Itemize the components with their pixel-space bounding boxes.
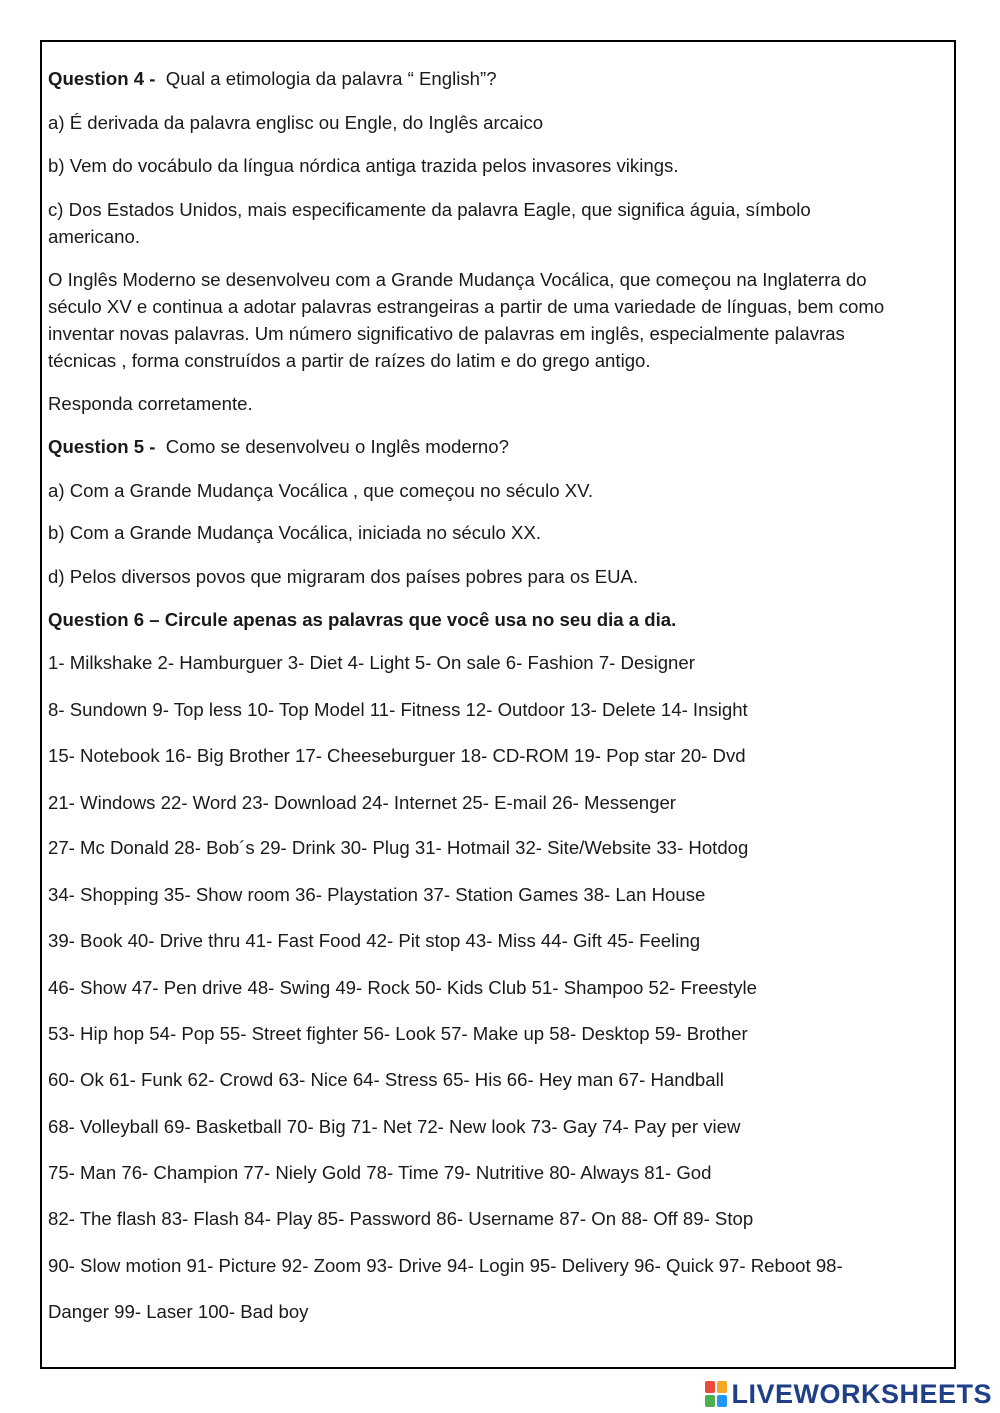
word-list-line-8: 46- Show 47- Pen drive 48- Swing 49- Rock 50- Kids Club 51- Shampoo 52- Freestyle — [48, 977, 757, 998]
question-4-label: Question 4 - — [48, 68, 156, 89]
question-4 — [48, 65, 497, 92]
word-list-line-15: Danger 99- Laser 100- Bad boy — [48, 1301, 309, 1322]
word-list-line-10: 60- Ok 61- Funk 62- Crowd 63- Nice 64- Stress 65- His 66- Hey man 67- Handball — [48, 1069, 724, 1090]
question-5-text: Como se desenvolveu o Inglês moderno? — [165, 436, 509, 457]
word-list-line-2: 8- Sundown 9- Top less 10- Top Model 11- Fitness 12- Outdoor 13- Delete 14- Insight — [48, 699, 748, 720]
passage-line-1: O Inglês Moderno se desenvolveu com a Grande Mudança Vocálica, que começou na Inglaterra do — [48, 269, 867, 290]
word-list-line-1: 1- Milkshake 2- Hamburguer 3- Diet 4- Light 5- On sale 6- Fashion 7- Designer — [48, 652, 695, 673]
word-list-line-7: 39- Book 40- Drive thru 41- Fast Food 42- Pit stop 43- Miss 44- Gift 45- Feeling — [48, 930, 701, 951]
word-list-line-4: 21- Windows 22- Word 23- Download 24- Internet 25- E-mail 26- Messenger — [48, 792, 676, 813]
q5-option-b: b) Com a Grande Mudança Vocálica, iniciada no século XX. — [48, 522, 542, 543]
word-list-line-14: 90- Slow motion 91- Picture 92- Zoom 93- Drive 94- Login 95- Delivery 96- Quick 97- Reboot 98- — [48, 1255, 843, 1276]
liveworksheets-wordmark: LIVEWORKSHEETS — [731, 1378, 992, 1409]
liveworksheets-brand[interactable] — [705, 1378, 992, 1410]
q4-option-c-line-1: c) Dos Estados Unidos, mais especificamente da palavra Eagle, que significa águia, símbolo — [48, 199, 811, 220]
word-list-line-3: 15- Notebook 16- Big Brother 17- Cheeseburguer 18- CD-ROM 19- Pop star 20- Dvd — [48, 745, 746, 766]
word-list-line-5: 27- Mc Donald 28- Bob´s 29- Drink 30- Plug 31- Hotmail 32- Site/Website 33- Hotdog — [48, 837, 749, 858]
logo-square-blue — [717, 1395, 727, 1407]
q5-option-a: a) Com a Grande Mudança Vocálica , que começou no século XV. — [48, 480, 594, 501]
passage-line-4: técnicas , forma construídos a partir de raízes do latim e do grego antigo. — [48, 350, 651, 371]
word-list-line-9: 53- Hip hop 54- Pop 55- Street fighter 56- Look 57- Make up 58- Desktop 59- Brother — [48, 1023, 748, 1044]
question-5 — [48, 433, 509, 460]
q4-option-a: a) É derivada da palavra englisc ou Engle, do Inglês arcaico — [48, 112, 544, 133]
q4-option-b: b) Vem do vocábulo da língua nórdica antiga trazida pelos invasores vikings. — [48, 155, 679, 176]
logo-square-orange — [717, 1381, 727, 1393]
q5-option-d: d) Pelos diversos povos que migraram dos países pobres para os EUA. — [48, 566, 639, 587]
question-6-title: Question 6 – Circule apenas as palavras que você usa no seu dia a dia. — [48, 609, 677, 630]
logo-square-green — [705, 1395, 715, 1407]
word-list-line-11: 68- Volleyball 69- Basketball 70- Big 71- Net 72- New look 73- Gay 74- Pay per view — [48, 1116, 741, 1137]
word-list-line-13: 82- The flash 83- Flash 84- Play 85- Password 86- Username 87- On 88- Off 89- Stop — [48, 1208, 754, 1229]
liveworksheets-logo-icon — [705, 1381, 727, 1407]
word-list-line-6: 34- Shopping 35- Show room 36- Playstation 37- Station Games 38- Lan House — [48, 884, 706, 905]
word-list-line-12: 75- Man 76- Champion 77- Niely Gold 78- Time 79- Nutritive 80- Always 81- God — [48, 1162, 712, 1183]
passage-line-2: século XV e continua a adotar palavras estrangeiras a partir de uma variedade de línguas, bem como — [48, 296, 885, 317]
q4-option-c-line-2: americano. — [48, 226, 140, 247]
logo-square-red — [705, 1381, 715, 1393]
question-4-text: Qual a etimologia da palavra “ English”? — [165, 68, 497, 89]
passage-line-3: inventar novas palavras. Um número significativo de palavras em inglês, especialmente palavras — [48, 323, 845, 344]
instruction-text: Responda corretamente. — [48, 393, 253, 414]
question-5-label: Question 5 - — [48, 436, 156, 457]
